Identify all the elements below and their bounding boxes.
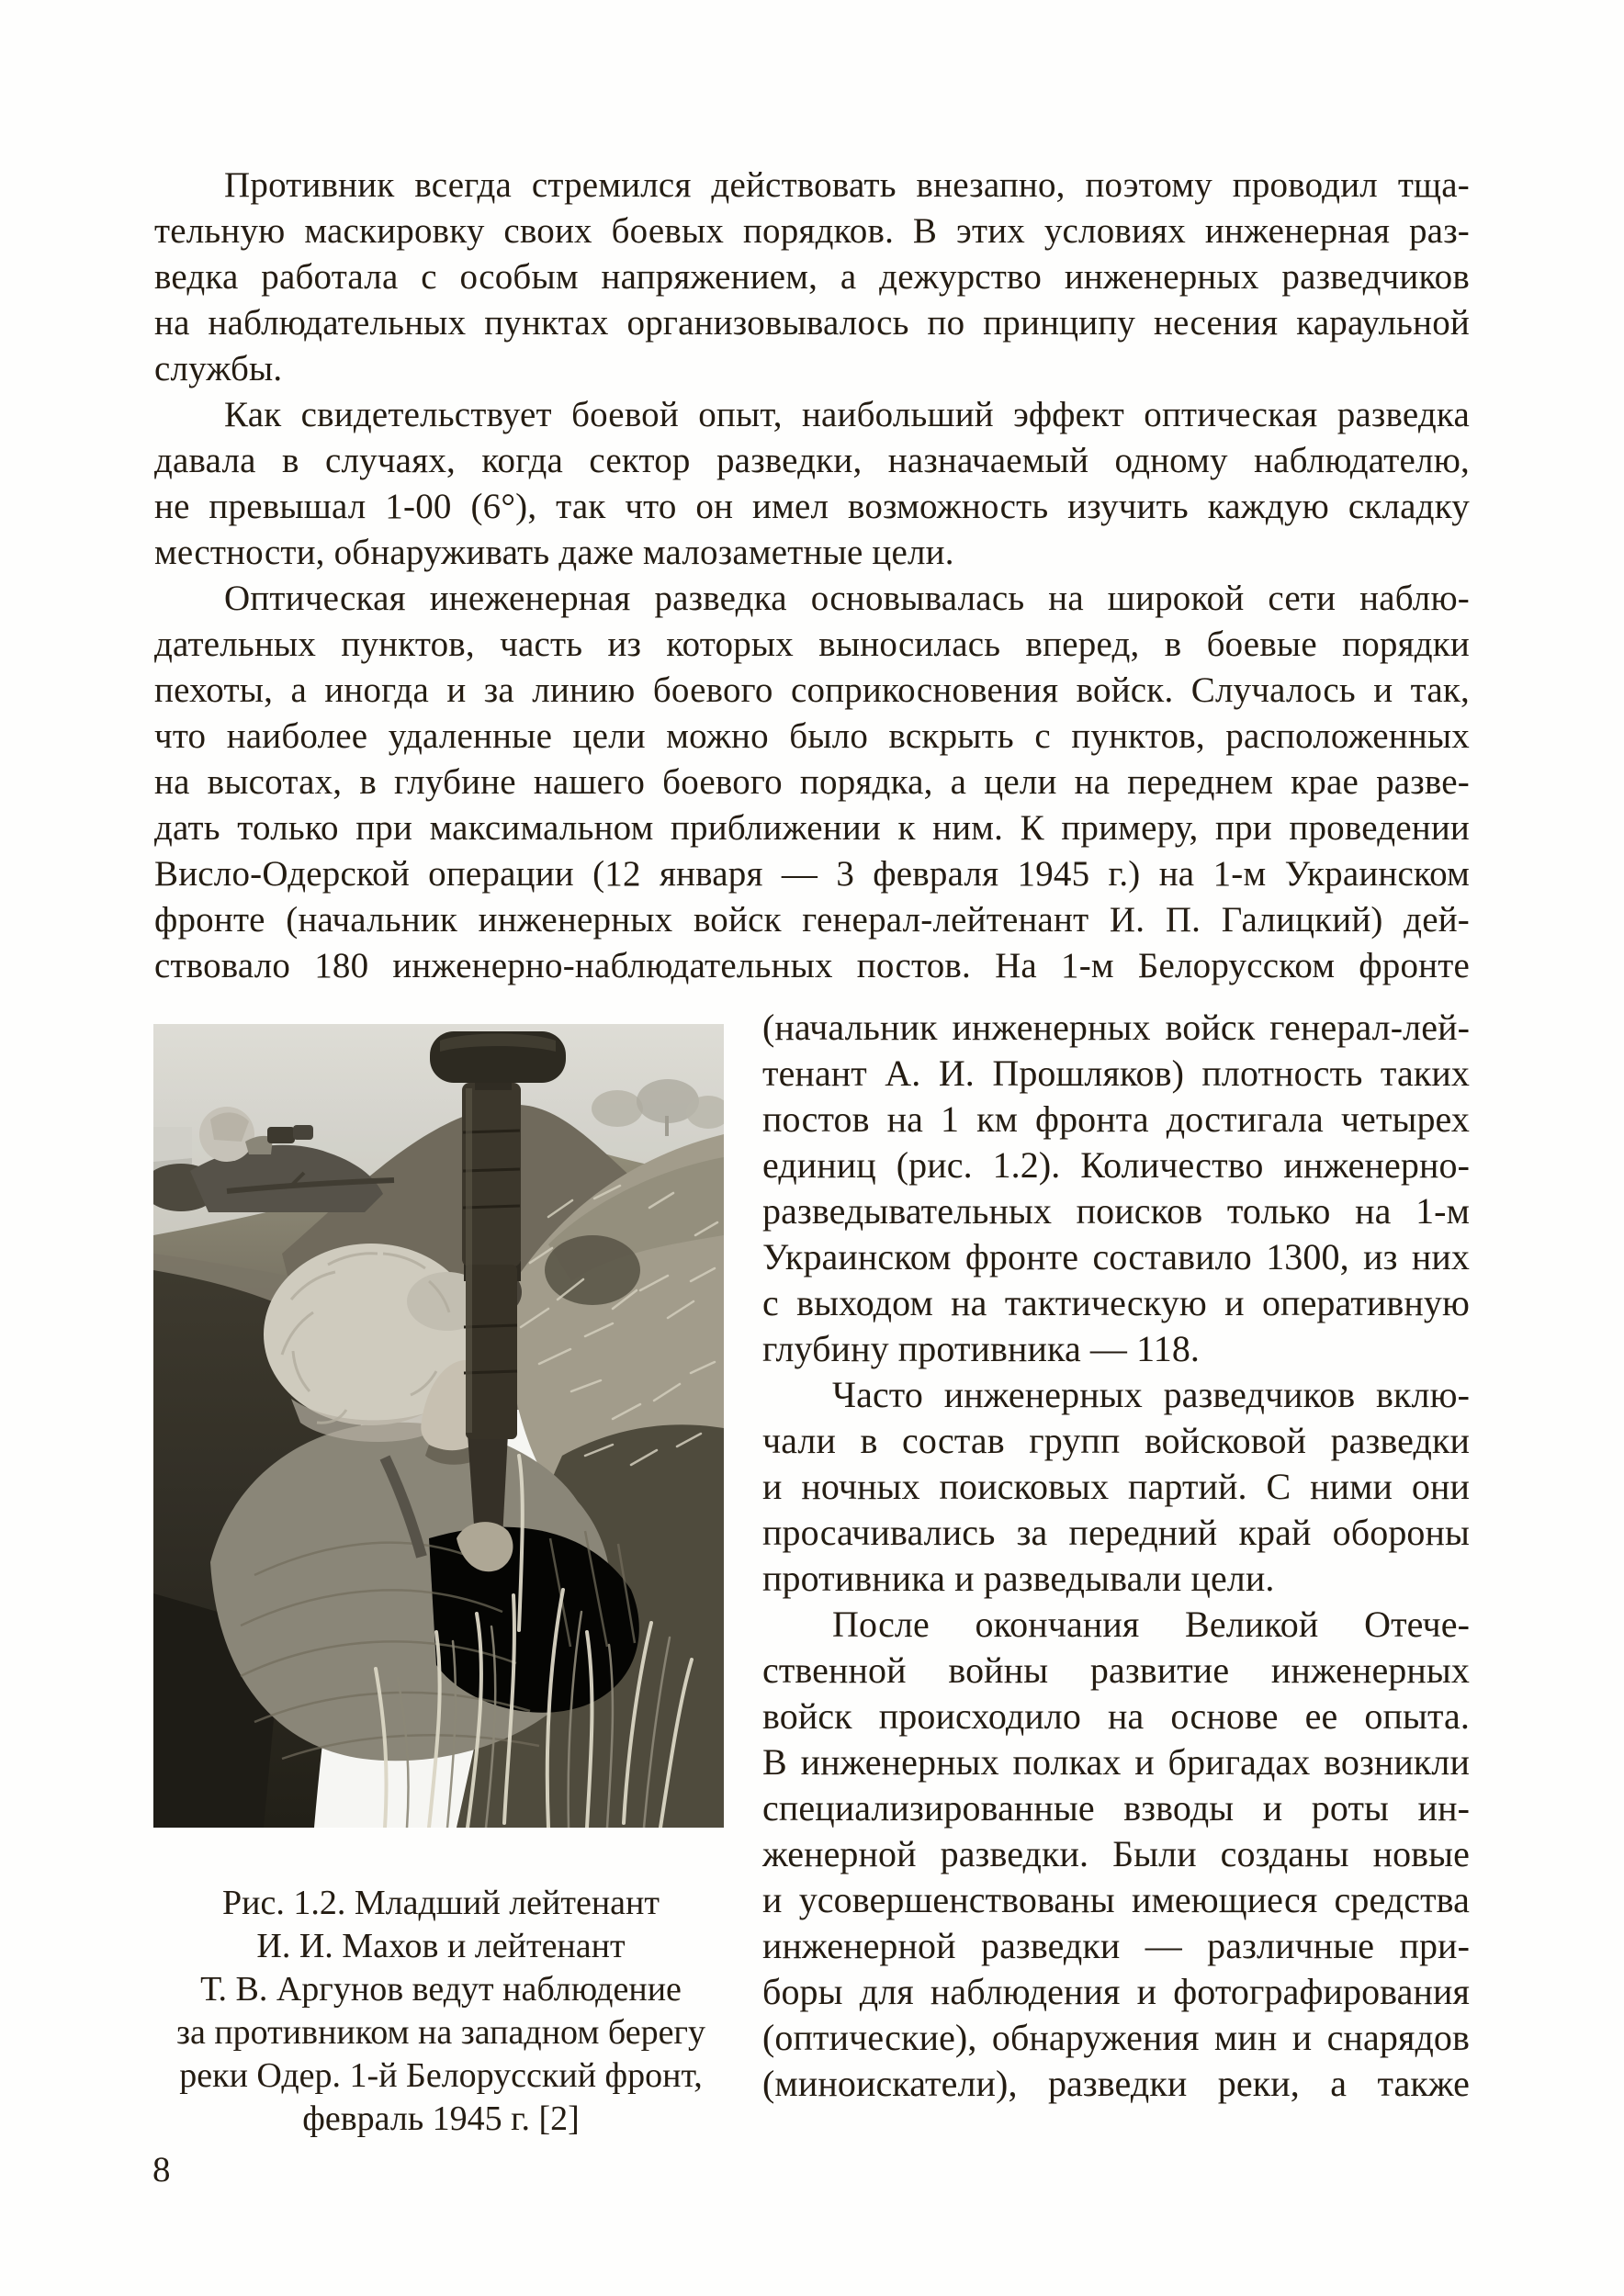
- text-line: за противником на западном берегу: [175, 2013, 706, 2052]
- text-line: единиц (рис. 1.2). Количество инженерно-: [762, 1144, 1470, 1186]
- text-line: специализированные взводы и роты ин-: [762, 1787, 1470, 1829]
- text-line: и усовершенствованы имеющиеся средства: [762, 1879, 1470, 1920]
- text-line: дательных пунктов, часть из которых выносилась вперед, в боевые порядки: [154, 625, 1470, 664]
- text-line: Оптическая инеженерная разведка основывалась на широкой сети наблю-: [224, 579, 1470, 618]
- text-line: службы.: [154, 349, 283, 388]
- text-line: постов на 1 км фронта достигала четырех: [762, 1098, 1470, 1140]
- text-line: на наблюдательных пунктах организовывалось по принципу несения караульной: [154, 303, 1470, 343]
- paragraph: [762, 1602, 1470, 2107]
- text-line: ствовало 180 инженерно-наблюдательных постов. На 1-м Белорусском фронте: [154, 946, 1470, 985]
- text-line: После окончания Великой Отече-: [832, 1604, 1470, 1645]
- right-text-column: [762, 1005, 1470, 2107]
- figure-caption: [138, 1882, 744, 2141]
- text-line: боры для наблюдения и фотографирования: [762, 1971, 1470, 2012]
- text-line: реки Одер. 1-й Белорусский фронт,: [179, 2056, 703, 2095]
- text-line: чали в состав групп войсковой разведки: [762, 1420, 1470, 1461]
- text-line: просачивались за передний край обороны: [762, 1512, 1470, 1553]
- text-line: войск происходило на основе ее опыта.: [762, 1695, 1470, 1737]
- text-line: женерной разведки. Были созданы новые: [762, 1833, 1470, 1874]
- text-line: ведка работала с особым напряжением, а дежурство инженерных разведчиков: [154, 257, 1470, 297]
- text-line: (оптические), обнаружения мин и снарядов: [762, 2017, 1470, 2058]
- text-line: дать только при максимальном приближении к ним. К примеру, при проведении: [154, 808, 1470, 848]
- page-number: 8: [152, 2150, 171, 2189]
- text-line: Противник всегда стремился действовать внезапно, поэтому проводил тща-: [224, 165, 1470, 205]
- text-line: пехоты, а иногда и за линию боевого соприкосновения войск. Случалось и так,: [154, 670, 1470, 710]
- text-line: Рис. 1.2. Младший лейтенант: [221, 1884, 660, 1922]
- paragraph: [762, 1005, 1470, 1372]
- text-line: февраль 1945 г. [2]: [302, 2099, 580, 2138]
- text-line: фронте (начальник инженерных войск генерал-лейтенант И. П. Галицкий) дей-: [154, 900, 1470, 940]
- text-line: что наиболее удаленные цели можно было вскрыть с пунктов, расположенных: [154, 716, 1470, 756]
- text-line: не превышал 1-00 (6°), так что он имел возможность изучить каждую складку: [154, 487, 1470, 526]
- paragraph: [154, 163, 1470, 392]
- text-line: на высотах, в глубине нашего боевого порядка, а цели на переднем крае разве-: [154, 762, 1470, 802]
- paragraph: [154, 392, 1470, 576]
- paragraph: [762, 1372, 1470, 1602]
- text-line: глубину противника — 118.: [762, 1328, 1201, 1369]
- trench-periscope-photo-illustration: [153, 1024, 724, 1828]
- text-line: противника и разведывали цели.: [762, 1558, 1275, 1599]
- text-line: тельную маскировку своих боевых порядков. В этих условиях инженерная раз-: [154, 211, 1470, 251]
- text-line: Часто инженерных разведчиков вклю-: [832, 1374, 1470, 1415]
- text-line: (начальник инженерных войск генерал-лей-: [762, 1007, 1470, 1048]
- text-line: с выходом на тактическую и оперативную: [762, 1282, 1470, 1323]
- text-line: И. И. Махов и лейтенант: [256, 1927, 626, 1965]
- text-line: ственной войны развитие инженерных: [762, 1649, 1470, 1691]
- figure-photo: [153, 1024, 724, 1828]
- paragraph: [154, 576, 1470, 989]
- text-line: местности, обнаруживать даже малозаметные цели.: [154, 533, 954, 572]
- text-line: и ночных поисковых партий. С ними они: [762, 1466, 1470, 1507]
- text-line: Висло-Одерской операции (12 января — 3 февраля 1945 г.) на 1-м Украинском: [154, 854, 1470, 894]
- text-line: Украинском фронте составило 1300, из них: [762, 1236, 1470, 1277]
- text-line: разведывательных поисков только на 1-м: [762, 1190, 1470, 1232]
- text-line: В инженерных полках и бригадах возникли: [762, 1741, 1470, 1783]
- text-line: (миноискатели), разведки реки, а также: [762, 2063, 1470, 2104]
- text-line: давала в случаях, когда сектор разведки, назначаемый одному наблюдателю,: [154, 441, 1470, 480]
- text-line: Т. В. Аргунов ведут наблюдение: [200, 1970, 682, 2009]
- text-line: тенант А. И. Прошляков) плотность таких: [762, 1052, 1470, 1094]
- text-line: инженерной разведки — различные при-: [762, 1925, 1470, 1966]
- text-line: Как свидетельствует боевой опыт, наибольший эффект оптическая разведка: [224, 395, 1470, 434]
- top-text-block: [154, 163, 1470, 989]
